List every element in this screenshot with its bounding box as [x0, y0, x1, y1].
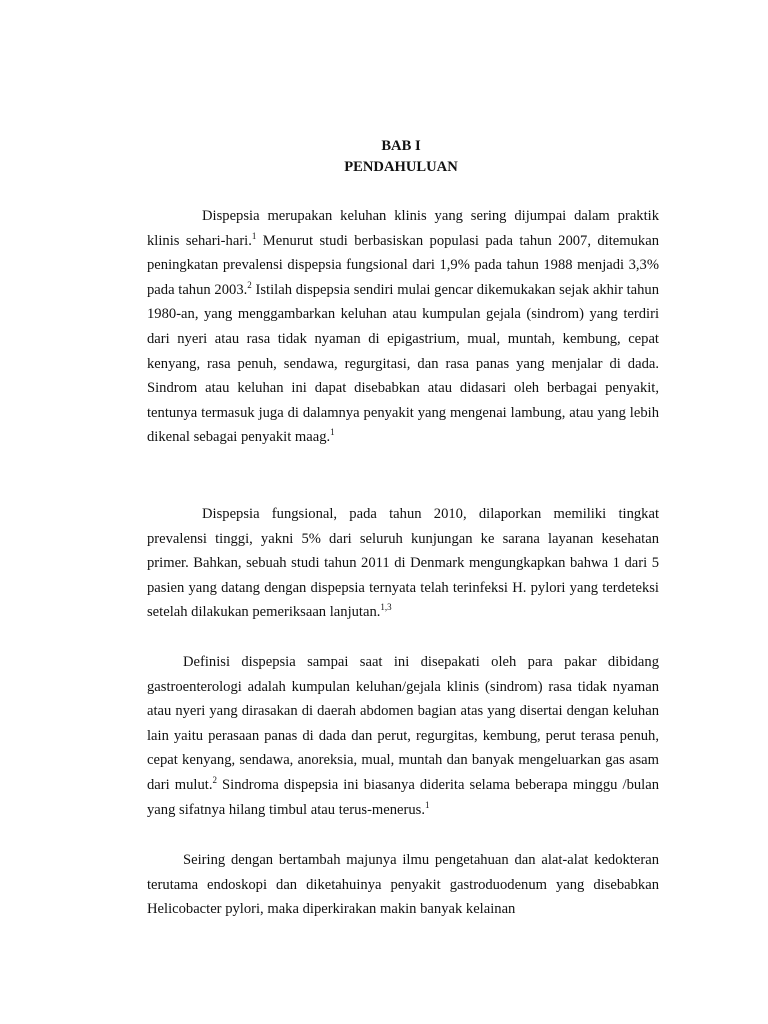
citation-1: 1 [251, 230, 257, 241]
paragraph-1-text: Menurut studi berbasiskan populasi pada tahun 2007, ditemukan peningkatan prevalensi dispepsia fungsional dari 1,9% pada tahun 1988 menjadi 3,3% pada tahun 2003. [147, 232, 659, 298]
paragraph-3-text: Definisi dispepsia sampai saat ini disepakati oleh para pakar dibidang gastroenterologi adalah kumpulan keluhan/gejala klinis (sindrom) rasa tidak nyaman atau nyeri yang dirasakan di daerah abdomen bagian atas yang disertai dengan keluhan lain yaitu perasaan panas di dada dan perut, regurgitas, kembung, perut terasa penuh, cepat kenyang, sendawa, anoreksia, mual, muntah dan banyak mengeluarkan gas asam dari mulut. [147, 654, 659, 793]
chapter-number: BAB I [381, 138, 421, 154]
chapter-title: PENDAHULUAN [344, 159, 458, 175]
citation-1: 1 [425, 799, 430, 810]
citation-1-3: 1,3 [380, 602, 392, 613]
paragraph-2 [147, 502, 659, 625]
paragraph-1-text: Istilah dispepsia sendiri mulai gencar dikemukakan sejak akhir tahun 1980-an, yang menggambarkan keluhan atau kumpulan gejala (sindrom) yang terdiri dari nyeri atau rasa tidak nyaman di epigastrium, mual, muntah, kembung, cepat kenyang, rasa penuh, sendawa, regurgitasi, dan rasa panas yang menjalar di dada. Sindrom atau keluhan ini dapat disebabkan atau didasari oleh berbagai penyakit, tentunya termasuk juga di dalamnya penyakit yang mengenai lambung, atau yang lebih dikenal sebagai penyakit maag. [147, 281, 660, 446]
citation-1: 1 [330, 427, 335, 438]
paragraph-2-text: Dispepsia fungsional, pada tahun 2010, dilaporkan memiliki tingkat prevalensi tinggi, yakni 5% dari seluruh kunjungan ke sarana layanan kesehatan primer. Bahkan, sebuah studi tahun 2011 di Denmark mengungkapkan bahwa 1 dari 5 pasien yang datang dengan dispepsia ternyata telah terinfeksi H. pylori yang terdeteksi setelah dilakukan pemeriksaan lanjutan. [147, 506, 659, 621]
citation-2: 2 [247, 279, 252, 290]
paragraph-3 [147, 650, 659, 822]
paragraph-1-text: Dispepsia merupakan keluhan klinis yang sering dijumpai dalam praktik klinis sehari-hari. [147, 208, 659, 249]
citation-2: 2 [212, 774, 217, 785]
paragraph-1 [147, 204, 659, 450]
paragraph-4 [147, 848, 659, 922]
paragraph-4-text: Seiring dengan bertambah majunya ilmu pengetahuan dan alat-alat kedokteran terutama endoskopi dan diketahuinya penyakit gastroduodenum yang disebabkan Helicobacter pylori, maka diperkirakan makin banyak kelainan [147, 852, 659, 918]
paragraph-3-text: Sindroma dispepsia ini biasanya diderita selama beberapa minggu /bulan yang sifatnya hilang timbul atau terus-menerus. [147, 776, 659, 818]
